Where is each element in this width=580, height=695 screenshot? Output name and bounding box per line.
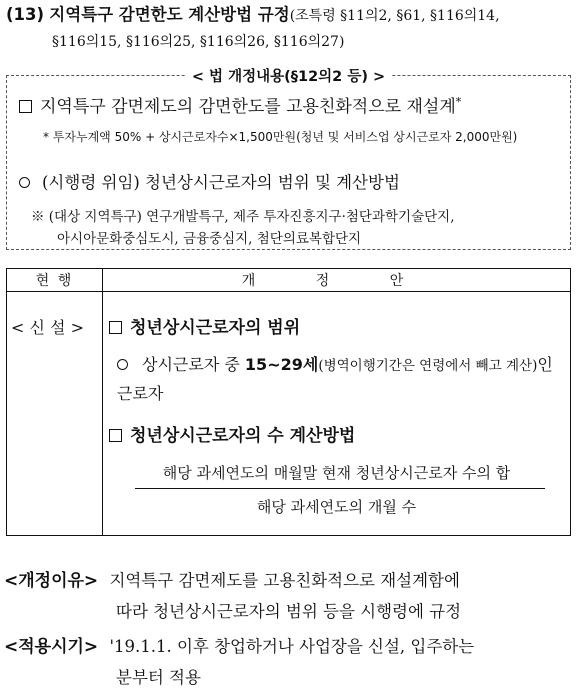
checkbox-square-icon <box>109 321 122 334</box>
header-current: 현 행 <box>35 273 74 289</box>
summary-note-2-line-1: ※ (대상 지역특구) 연구개발특구, 제주 투자진흥지구·첨단과학기술단지, <box>31 209 455 225</box>
table-header <box>7 269 570 292</box>
effective-row <box>4 632 474 657</box>
checkbox-square-icon <box>109 429 122 442</box>
fraction-denominator: 해당 과세연도의 개월 수 <box>256 498 417 516</box>
reason-row <box>4 566 460 591</box>
summary-box <box>6 69 571 250</box>
comparison-table <box>6 268 571 536</box>
revised-title-1 <box>109 313 300 338</box>
summary-item-2-text: (시행령 위임) 청년상시근로자의 범위 및 계산방법 <box>42 173 400 192</box>
section-title: 지역특구 감면한도 계산방법 규정 <box>49 5 290 24</box>
bullet-text-end: 인 근로자 <box>117 355 553 403</box>
reason-line-1: 지역특구 감면제도를 고용친화적으로 재설계함에 <box>109 571 460 590</box>
reason-label: <개정이유> <box>4 571 99 591</box>
checkbox-square-icon <box>19 100 32 113</box>
summary-item-1 <box>19 92 461 117</box>
fraction-bar <box>135 488 545 489</box>
bullet-circle-icon <box>19 177 30 188</box>
fraction-numerator: 해당 과세연도의 매월말 현재 청년상시근로자 수의 합 <box>162 464 511 482</box>
effective-label: <적용시기> <box>4 637 99 657</box>
reason-line-2: 따라 청년상시근로자의 범위 등을 시행령에 규정 <box>116 602 462 621</box>
summary-box-title: < 법 개정내용(§12의2 등) > <box>186 69 391 85</box>
revised-title-1-text: 청년상시근로자의 범위 <box>130 318 301 338</box>
revised-bullet <box>117 351 562 408</box>
summary-note-1: * 투자누계액 50% + 상시근로자수×1,500만원(청년 및 서비스업 상시근로자 2,000만원) <box>43 130 518 144</box>
summary-note-2-line-2: 아시아문화중심도시, 금융중심지, 첨단의료복합단지 <box>57 231 362 247</box>
section-heading <box>6 2 574 29</box>
bullet-paren: (병역이행기간은 연령에서 빼고 계산) <box>318 358 538 374</box>
section-refs-1: (조특령 §11의2, §61, §116의14, <box>289 8 500 24</box>
age-range: 15~29세 <box>244 355 319 374</box>
summary-item-2 <box>19 169 400 193</box>
effective-line-1: '19.1.1. 이후 창업하거나 사업장을 신설, 입주하는 <box>109 637 475 656</box>
header-revised: 개 정 안 <box>241 273 432 289</box>
revised-title-2-text: 청년상시근로자의 수 계산방법 <box>130 426 356 446</box>
revised-title-2 <box>109 421 355 446</box>
summary-item-1-text: 지역특구 감면제도의 감면한도를 고용친화적으로 재설계 <box>40 97 456 117</box>
effective-line-2: 분부터 적용 <box>116 668 201 687</box>
section-number: (13) <box>6 5 45 24</box>
bullet-circle-icon <box>117 359 128 370</box>
current-cell: < 신 설 > <box>11 318 84 337</box>
section-refs-2: §116의15, §116의25, §116의26, §116의27) <box>52 34 345 50</box>
footnote-mark: * <box>455 95 462 109</box>
bullet-text-a: 상시근로자 중 <box>142 355 245 374</box>
summary-note-2 <box>31 206 561 250</box>
